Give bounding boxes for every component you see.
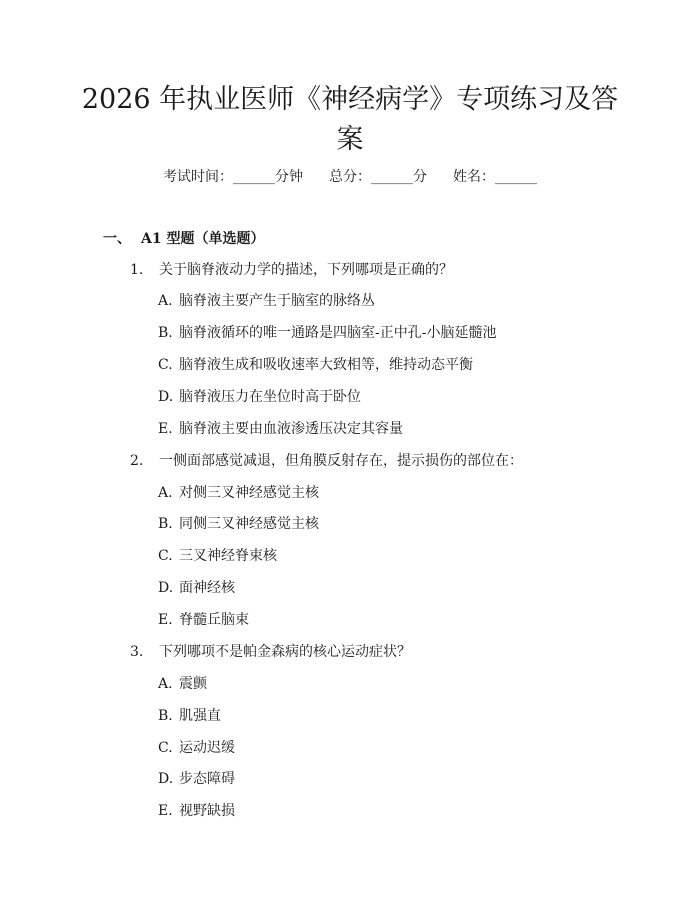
question-2-option-a	[158, 482, 319, 504]
exam-score-unit: 分	[413, 169, 427, 185]
option-text: 肌强直	[179, 708, 221, 724]
option-label: A.	[158, 293, 173, 309]
exam-info-line	[0, 166, 700, 188]
option-label: A.	[158, 676, 173, 692]
exam-name-label: 姓名：	[453, 169, 495, 185]
question-2-option-e	[158, 609, 249, 631]
option-text: 脑脊液压力在坐位时高于卧位	[179, 389, 361, 405]
option-text: 脑脊液生成和吸收速率大致相等，维持动态平衡	[179, 357, 473, 373]
option-label: B.	[158, 516, 173, 532]
option-text: 对侧三叉神经感觉主核	[179, 485, 319, 501]
option-text: 脑脊液主要由血液渗透压决定其容量	[179, 421, 403, 437]
question-3-option-a	[158, 673, 207, 695]
question-2-option-d	[158, 577, 235, 599]
exam-time-unit: 分钟	[275, 169, 303, 185]
question-text: 关于脑脊液动力学的描述，下列哪项是正确的？	[159, 262, 453, 278]
question-3-option-d	[158, 768, 235, 790]
question-1-option-d	[158, 386, 361, 408]
option-label: E.	[158, 803, 173, 819]
title-line-2: 案	[336, 124, 364, 155]
question-2-option-c	[158, 545, 277, 567]
question-3-option-c	[158, 737, 235, 759]
option-label: C.	[158, 357, 173, 373]
option-text: 脊髓丘脑束	[179, 612, 249, 628]
question-1-option-b	[158, 322, 496, 344]
section-number: 一、	[103, 231, 131, 247]
option-label: B.	[158, 325, 173, 341]
section-title: A1 型题（单选题）	[141, 231, 265, 247]
question-number: 2.	[130, 453, 144, 469]
option-text: 脑脊液循环的唯一通路是四脑室-正中孔-小脑延髓池	[179, 325, 497, 341]
option-text: 面神经核	[179, 580, 235, 596]
section-heading	[103, 228, 264, 250]
option-label: E.	[158, 612, 173, 628]
option-text: 运动迟缓	[179, 740, 235, 756]
option-label: E.	[158, 421, 173, 437]
question-number: 1.	[130, 262, 144, 278]
option-text: 震颤	[179, 676, 207, 692]
title-line-1: 2026 年执业医师《神经病学》专项练习及答	[81, 84, 619, 115]
option-label: D.	[158, 580, 174, 596]
option-text: 脑脊液主要产生于脑室的脉络丛	[179, 293, 375, 309]
exam-score-label: 总分：	[329, 169, 371, 185]
question-1	[130, 259, 453, 281]
question-text: 一侧面部感觉减退，但角膜反射存在，提示损伤的部位在：	[159, 453, 523, 469]
exam-name-blank: ______	[495, 169, 537, 185]
option-text: 三叉神经脊束核	[179, 548, 277, 564]
option-label: C.	[158, 548, 173, 564]
question-3-option-b	[158, 705, 221, 727]
option-text: 步态障碍	[179, 771, 235, 787]
question-2-option-b	[158, 513, 319, 535]
option-text: 视野缺损	[179, 803, 235, 819]
option-text: 同侧三叉神经感觉主核	[179, 516, 319, 532]
option-label: D.	[158, 389, 174, 405]
question-2	[130, 450, 523, 472]
document-title	[80, 80, 620, 160]
question-1-option-e	[158, 418, 403, 440]
exam-time-label: 考试时间：	[163, 169, 233, 185]
question-number: 3.	[130, 644, 144, 660]
option-label: B.	[158, 708, 173, 724]
question-3	[130, 641, 411, 663]
question-3-option-e	[158, 800, 235, 822]
option-label: A.	[158, 485, 173, 501]
exam-time-blank: ______	[233, 169, 275, 185]
option-label: D.	[158, 771, 174, 787]
option-label: C.	[158, 740, 173, 756]
question-1-option-a	[158, 290, 375, 312]
exam-score-blank: ______	[371, 169, 413, 185]
question-text: 下列哪项不是帕金森病的核心运动症状？	[159, 644, 411, 660]
question-1-option-c	[158, 354, 473, 376]
